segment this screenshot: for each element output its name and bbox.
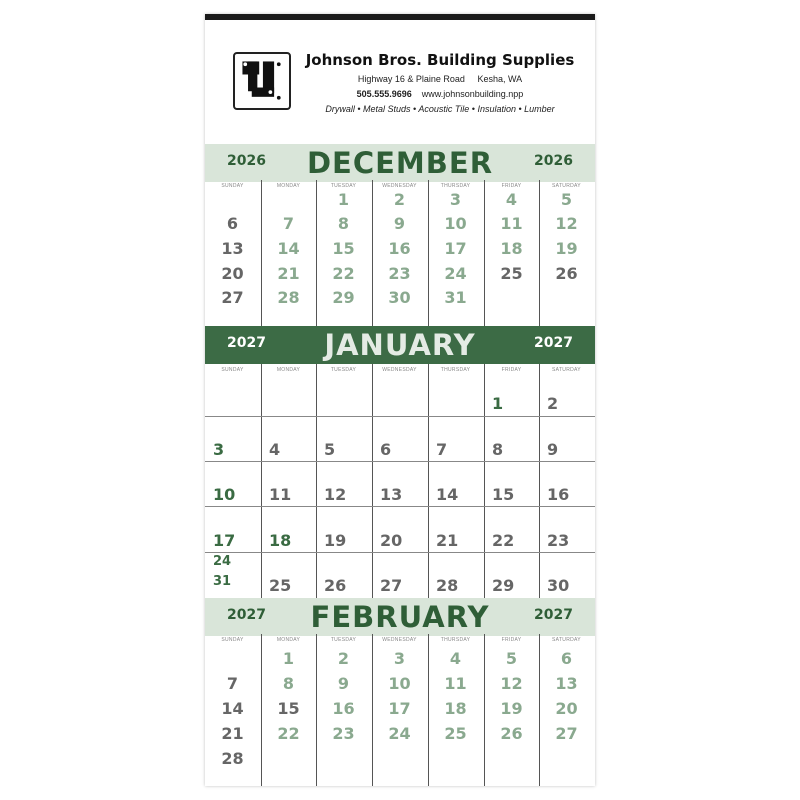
day-number: 18: [269, 531, 292, 550]
day-number: 26: [555, 264, 578, 283]
day-number: 5: [560, 190, 573, 209]
weekday-label: SATURDAY: [552, 183, 581, 189]
day-number: 24: [388, 724, 411, 743]
weekday-label: THURSDAY: [440, 183, 471, 189]
day-number: 21: [436, 531, 459, 550]
day-number: 29: [332, 288, 355, 307]
day-number: 21: [221, 724, 244, 743]
row-divider: [205, 461, 595, 462]
day-number: 7: [436, 440, 448, 459]
day-number: 22: [332, 264, 355, 283]
month-header-december: [205, 144, 595, 182]
day-number: 2: [337, 649, 350, 668]
day-number: 26: [500, 724, 523, 743]
day-number: 16: [388, 239, 411, 258]
day-number: 6: [226, 214, 239, 233]
company-contact: [305, 89, 575, 99]
month-year-left: 2027: [227, 607, 266, 623]
day-number: 31: [213, 574, 232, 589]
address-street: Highway 16 & Plaine Road: [357, 74, 465, 84]
day-number: 25: [500, 264, 523, 283]
month-grid-february: [205, 634, 595, 786]
weekday-label: FRIDAY: [501, 637, 522, 643]
day-number: 20: [555, 699, 578, 718]
column-divider: [428, 364, 429, 602]
day-number: 19: [324, 531, 347, 550]
day-number: 20: [221, 264, 244, 283]
month-year-right: 2027: [534, 607, 573, 623]
weekday-label: SATURDAY: [552, 367, 581, 373]
column-divider: [484, 364, 485, 602]
company-products: Drywall • Metal Studs • Acoustic Tile • Insulation • Lumber: [325, 104, 555, 114]
day-number: 13: [555, 674, 578, 693]
weekday-label: WEDNESDAY: [382, 637, 417, 643]
month-name: JANUARY: [324, 328, 476, 362]
weekday-label: FRIDAY: [501, 367, 522, 373]
day-number: 1: [492, 394, 504, 413]
day-number: 7: [226, 674, 239, 693]
weekday-label: SUNDAY: [221, 637, 244, 643]
day-number: 3: [449, 190, 462, 209]
day-number: 27: [221, 288, 244, 307]
day-number: 16: [547, 485, 570, 504]
day-number: 3: [393, 649, 406, 668]
weekday-label: TUESDAY: [330, 367, 357, 373]
day-number: 4: [505, 190, 518, 209]
address-city: Kesha, WA: [477, 74, 523, 84]
weekday-label: TUESDAY: [330, 637, 357, 643]
weekday-label: MONDAY: [276, 637, 301, 643]
day-number: 23: [332, 724, 355, 743]
month-year-left: 2027: [227, 335, 266, 351]
day-number: 31: [444, 288, 467, 307]
weekday-label: WEDNESDAY: [382, 183, 417, 189]
month-year-right: 2027: [534, 335, 573, 351]
day-number: 28: [436, 576, 459, 595]
company-website: www.johnsonbuilding.npp: [421, 89, 524, 99]
day-number: 9: [393, 214, 406, 233]
day-number: 4: [269, 440, 281, 459]
day-number: 15: [277, 699, 300, 718]
row-divider: [205, 416, 595, 417]
day-number: 9: [337, 674, 350, 693]
day-number: 30: [388, 288, 411, 307]
day-number: 12: [555, 214, 578, 233]
weekday-label: SATURDAY: [552, 637, 581, 643]
calendar-sheet: [205, 14, 595, 786]
day-number: 11: [500, 214, 523, 233]
month-name: FEBRUARY: [310, 600, 490, 634]
column-divider: [261, 364, 262, 602]
weekday-label: THURSDAY: [440, 637, 471, 643]
month-grid-january: [205, 364, 595, 602]
row-divider: [205, 552, 595, 553]
day-number: 8: [492, 440, 504, 459]
day-number: 13: [380, 485, 403, 504]
day-number: 28: [221, 749, 244, 768]
day-number: 27: [380, 576, 403, 595]
day-number: 26: [324, 576, 347, 595]
weekday-label: MONDAY: [276, 183, 301, 189]
weekday-label: SUNDAY: [221, 183, 244, 189]
month-year-right: 2026: [534, 153, 573, 169]
column-divider: [316, 364, 317, 602]
day-number: 19: [500, 699, 523, 718]
day-number: 14: [277, 239, 300, 258]
day-number: 11: [444, 674, 467, 693]
day-number: 5: [505, 649, 518, 668]
day-number: 23: [388, 264, 411, 283]
month-year-left: 2026: [227, 153, 266, 169]
month-header-february: [205, 598, 595, 636]
day-number: 19: [555, 239, 578, 258]
day-number: 10: [388, 674, 411, 693]
day-number: 24: [213, 554, 232, 569]
day-number: 23: [547, 531, 570, 550]
weekday-label: SUNDAY: [221, 367, 244, 373]
top-binding-strip: [205, 14, 595, 20]
jb-logo-icon: [233, 52, 291, 110]
day-number: 17: [388, 699, 411, 718]
day-number: 6: [380, 440, 392, 459]
day-number: 18: [500, 239, 523, 258]
day-number: 5: [324, 440, 336, 459]
day-number: 17: [213, 531, 236, 550]
day-number: 12: [500, 674, 523, 693]
day-number: 1: [337, 190, 350, 209]
day-number: 15: [332, 239, 355, 258]
day-number: 28: [277, 288, 300, 307]
company-phone: 505.555.9696: [356, 89, 412, 99]
month-header-january: [205, 326, 595, 364]
day-number: 14: [436, 485, 459, 504]
day-number: 13: [221, 239, 244, 258]
weekday-label: FRIDAY: [501, 183, 522, 189]
day-number: 29: [492, 576, 515, 595]
day-number: 15: [492, 485, 515, 504]
day-number: 1: [282, 649, 295, 668]
day-number: 24: [444, 264, 467, 283]
logo-graphic: [235, 54, 289, 108]
month-name: DECEMBER: [306, 146, 494, 180]
company-address: [305, 74, 575, 84]
day-number: 17: [444, 239, 467, 258]
day-number: 9: [547, 440, 559, 459]
column-divider: [372, 364, 373, 602]
day-number: 20: [380, 531, 403, 550]
day-number: 10: [444, 214, 467, 233]
day-number: 11: [269, 485, 292, 504]
weekday-label: WEDNESDAY: [382, 367, 417, 373]
day-number: 27: [555, 724, 578, 743]
day-number: 21: [277, 264, 300, 283]
day-number: 16: [332, 699, 355, 718]
day-number: 3: [213, 440, 225, 459]
day-number: 8: [282, 674, 295, 693]
day-number: 8: [337, 214, 350, 233]
weekday-label: MONDAY: [276, 367, 301, 373]
day-number: 2: [547, 394, 559, 413]
day-number: 7: [282, 214, 295, 233]
month-grid-december: [205, 180, 595, 326]
day-number: 25: [444, 724, 467, 743]
day-number: 6: [560, 649, 573, 668]
day-number: 22: [492, 531, 515, 550]
day-number: 10: [213, 485, 236, 504]
column-divider: [539, 364, 540, 602]
day-number: 14: [221, 699, 244, 718]
weekday-label: THURSDAY: [440, 367, 471, 373]
day-number: 12: [324, 485, 347, 504]
weekday-label: TUESDAY: [330, 183, 357, 189]
day-number: 2: [393, 190, 406, 209]
day-number: 18: [444, 699, 467, 718]
day-number: 25: [269, 576, 292, 595]
day-number: 22: [277, 724, 300, 743]
day-number: 30: [547, 576, 570, 595]
company-name: Johnson Bros. Building Supplies: [305, 51, 575, 69]
row-divider: [205, 506, 595, 507]
day-number: 4: [449, 649, 462, 668]
